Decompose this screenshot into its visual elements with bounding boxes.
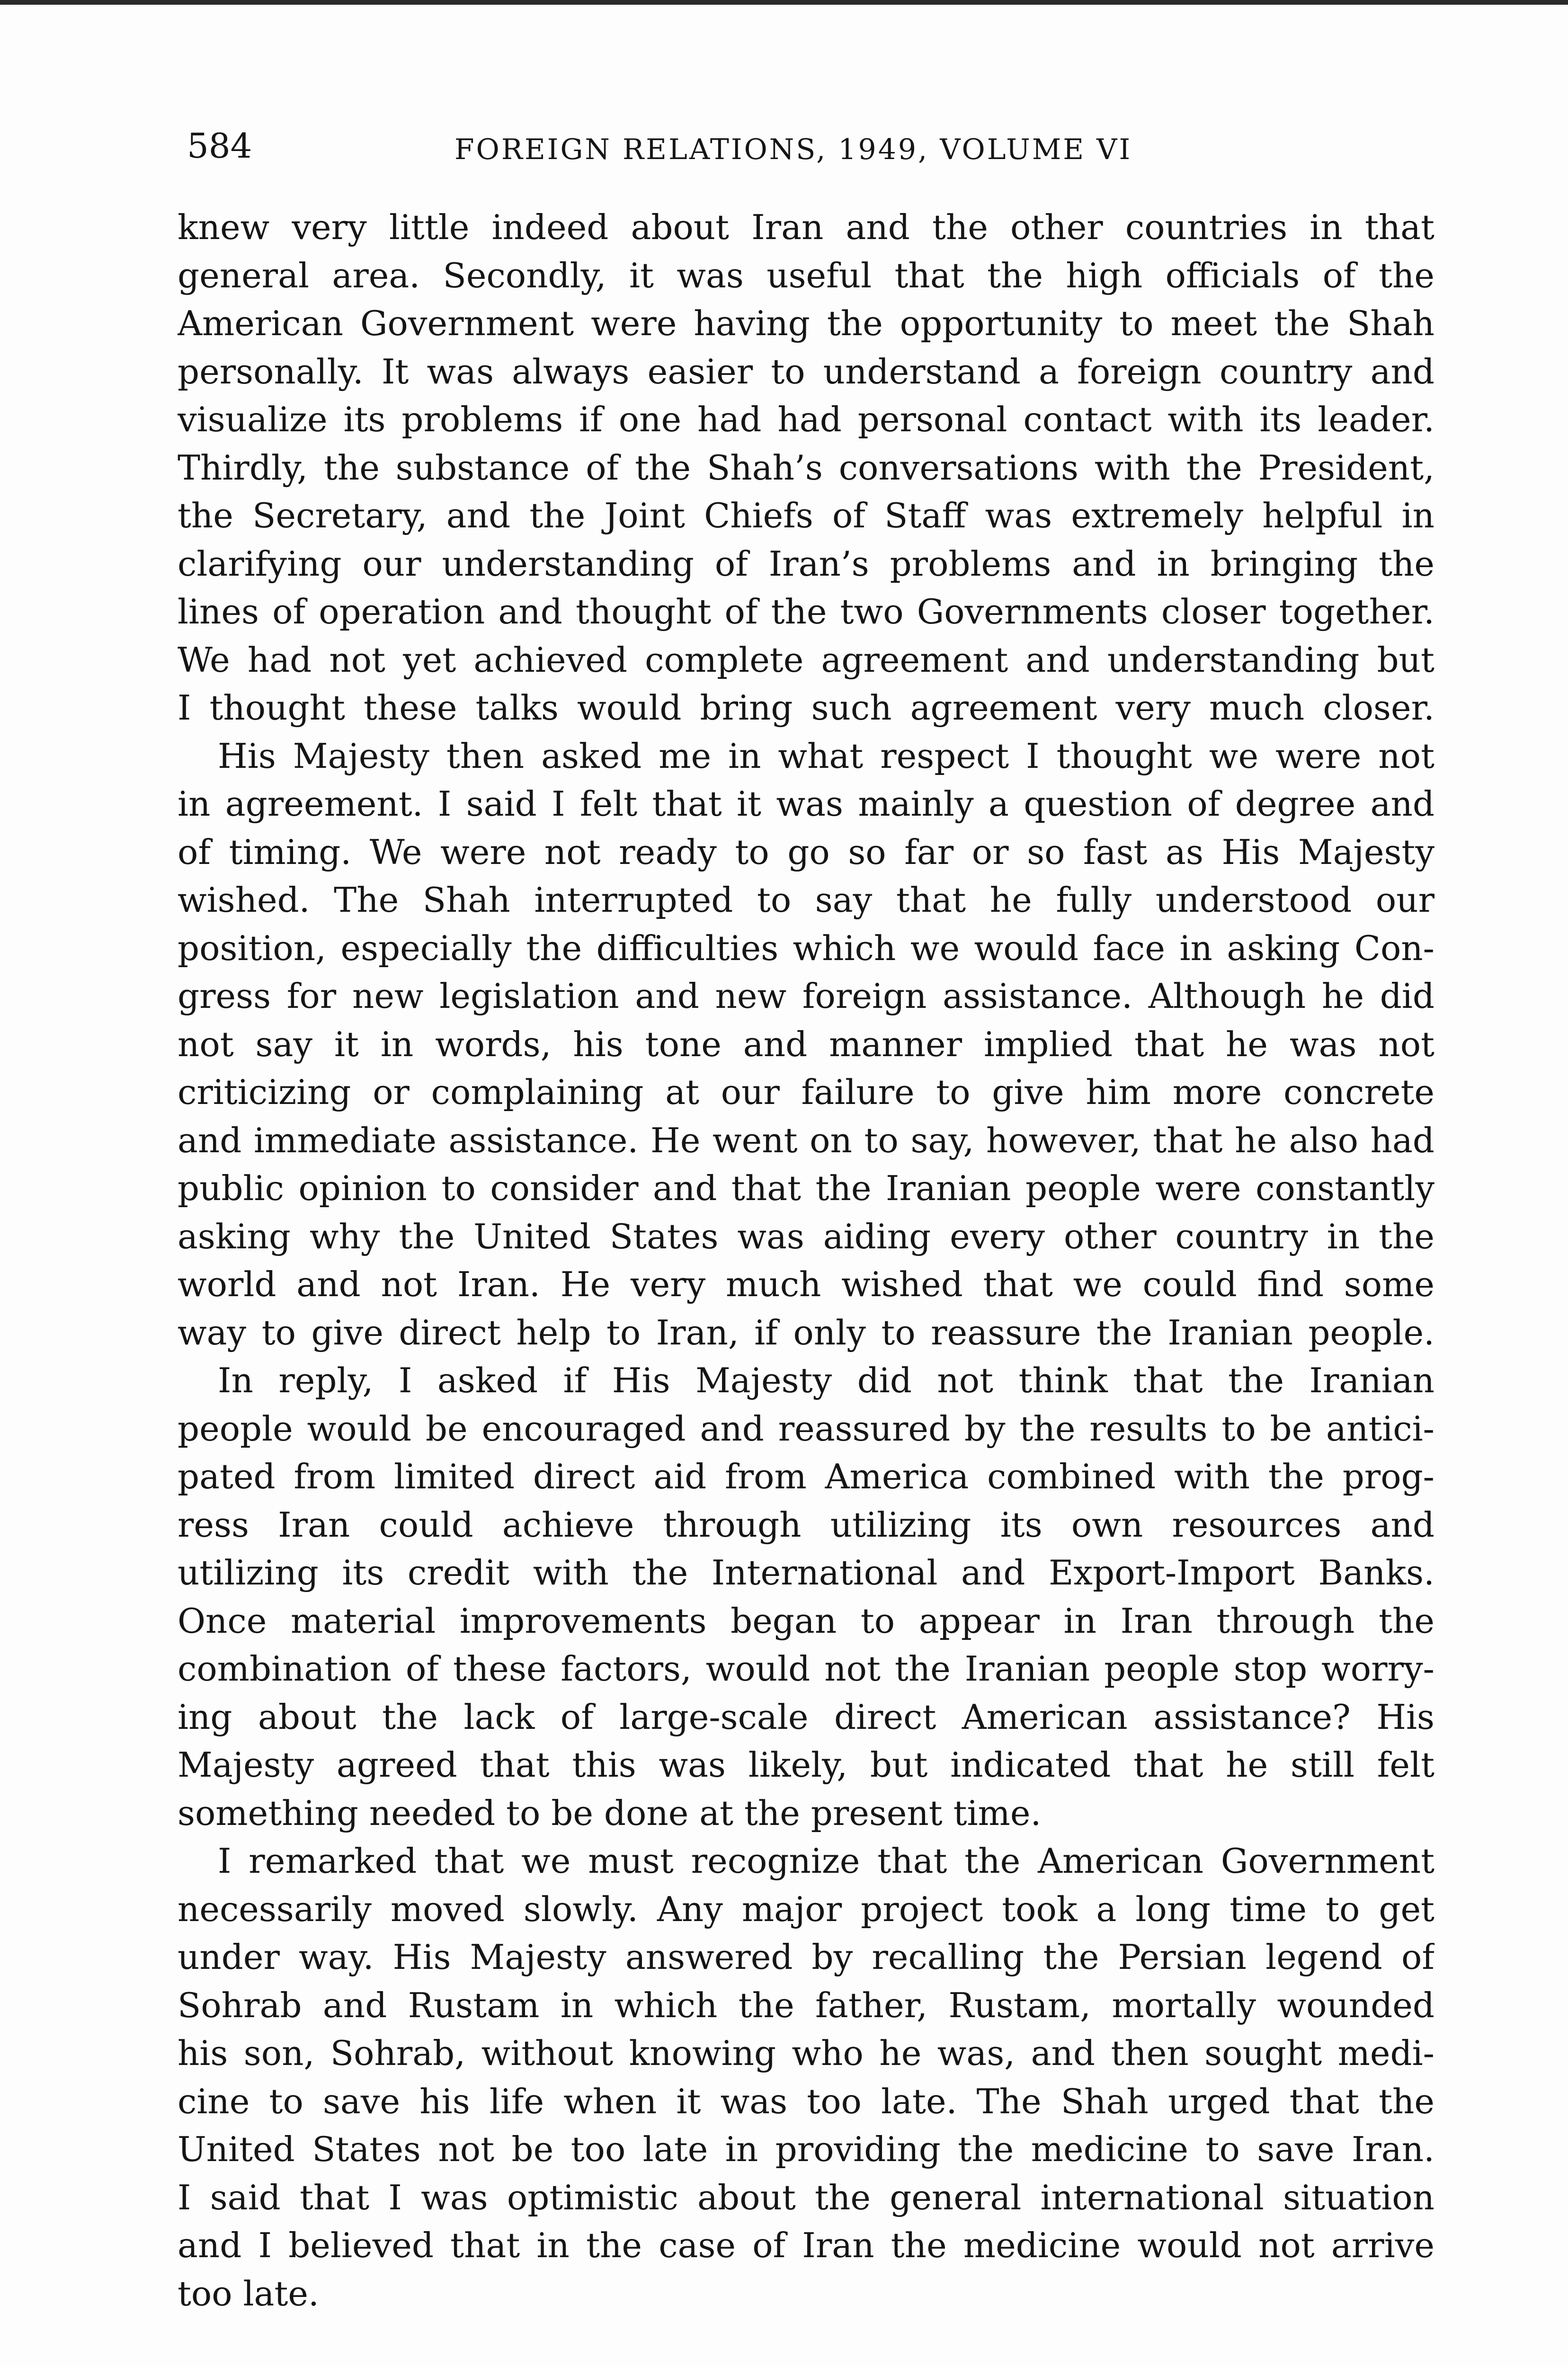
text-line: Thirdly, the substance of the Shah’s conversations with the President,: [178, 447, 1434, 488]
running-header: [187, 122, 1437, 174]
text-line: cine to save his life when it was too late. The Shah urged that the: [178, 2081, 1434, 2121]
text-line: people would be encouraged and reassured by the results to be antici-: [178, 1408, 1434, 1449]
text-line: of timing. We were not ready to go so far or so fast as His Majesty: [178, 832, 1434, 872]
text-line: visualize its problems if one had had personal contact with its leader.: [178, 400, 1434, 439]
text-line: combination of these factors, would not the Iranian people stop worry-: [178, 1649, 1434, 1689]
text-line: lines of operation and thought of the two Governments closer together.: [178, 592, 1434, 632]
text-line: too late.: [178, 2273, 319, 2314]
text-line: American Government were having the opportunity to meet the Shah: [178, 303, 1434, 343]
text-line: I remarked that we must recognize that the American Government: [218, 1841, 1434, 1881]
text-line: clarifying our understanding of Iran’s problems and in bringing the: [178, 543, 1434, 584]
paragraph-1: [178, 204, 1434, 732]
text-line: the Secretary, and the Joint Chiefs of Staff was extremely helpful in: [178, 496, 1434, 535]
text-line: Majesty agreed that this was likely, but indicated that he still felt: [178, 1745, 1434, 1785]
text-line: and I believed that in the case of Iran the medicine would not arrive: [178, 2225, 1434, 2265]
text-line: gress for new legislation and new foreign assistance. Although he did: [178, 976, 1434, 1016]
text-line: In reply, I asked if His Majesty did not think that the Iranian: [218, 1361, 1434, 1400]
body-text: [178, 204, 1434, 2318]
text-line: knew very little indeed about Iran and the other countries in that: [178, 207, 1434, 247]
text-line: position, especially the difficulties which we would face in asking Con-: [178, 928, 1434, 968]
text-line: necessarily moved slowly. Any major project took a long time to get: [178, 1889, 1434, 1929]
text-line: pated from limited direct aid from America combined with the prog-: [178, 1457, 1434, 1496]
text-line: Sohrab and Rustam in which the father, Rustam, mortally wounded: [178, 1985, 1434, 2025]
page-number: 584: [187, 126, 252, 166]
text-line: We had not yet achieved complete agreement and understanding but: [178, 640, 1434, 680]
text-line: public opinion to consider and that the Iranian people were constantly: [178, 1168, 1434, 1208]
text-line: and immediate assistance. He went on to say, however, that he also had: [178, 1120, 1434, 1160]
top-edge-rule: [0, 0, 1568, 5]
text-line: his son, Sohrab, without knowing who he was, and then sought medi-: [178, 2033, 1434, 2073]
text-line: ress Iran could achieve through utilizing its own resources and: [178, 1504, 1434, 1545]
text-line: world and not Iran. He very much wished that we could find some: [178, 1264, 1434, 1304]
text-line: personally. It was always easier to understand a foreign country and: [178, 351, 1434, 392]
text-line: United States not be too late in providing the medicine to save Iran.: [178, 2129, 1434, 2169]
text-line: under way. His Majesty answered by recalling the Persian legend of: [178, 1937, 1434, 1977]
text-line: criticizing or complaining at our failure to give him more concrete: [178, 1072, 1434, 1112]
text-line: I thought these talks would bring such agreement very much closer.: [178, 688, 1434, 728]
text-line: His Majesty then asked me in what respect I thought we were not: [218, 736, 1434, 776]
text-line: way to give direct help to Iran, if only to reassure the Iranian people.: [178, 1312, 1434, 1353]
text-line: not say it in words, his tone and manner implied that he was not: [178, 1024, 1434, 1064]
paragraph-4: [178, 1837, 1434, 2318]
text-line: ing about the lack of large-scale direct American assistance? His: [178, 1697, 1434, 1737]
paragraph-3: [178, 1357, 1434, 1837]
text-line: something needed to be done at the present time.: [178, 1793, 1042, 1833]
text-line: asking why the United States was aiding every other country in the: [178, 1216, 1434, 1256]
volume-title: FOREIGN RELATIONS, 1949, VOLUME VI: [454, 133, 1132, 166]
text-line: general area. Secondly, it was useful that the high officials of the: [178, 255, 1434, 295]
paragraph-2: [178, 732, 1434, 1357]
text-line: in agreement. I said I felt that it was mainly a question of degree and: [178, 784, 1434, 824]
text-line: wished. The Shah interrupted to say that he fully understood our: [178, 880, 1434, 920]
text-line: I said that I was optimistic about the general international situation: [178, 2177, 1434, 2217]
text-line: utilizing its credit with the International and Export-Import Banks.: [178, 1553, 1434, 1593]
text-line: Once material improvements began to appear in Iran through the: [178, 1601, 1434, 1641]
